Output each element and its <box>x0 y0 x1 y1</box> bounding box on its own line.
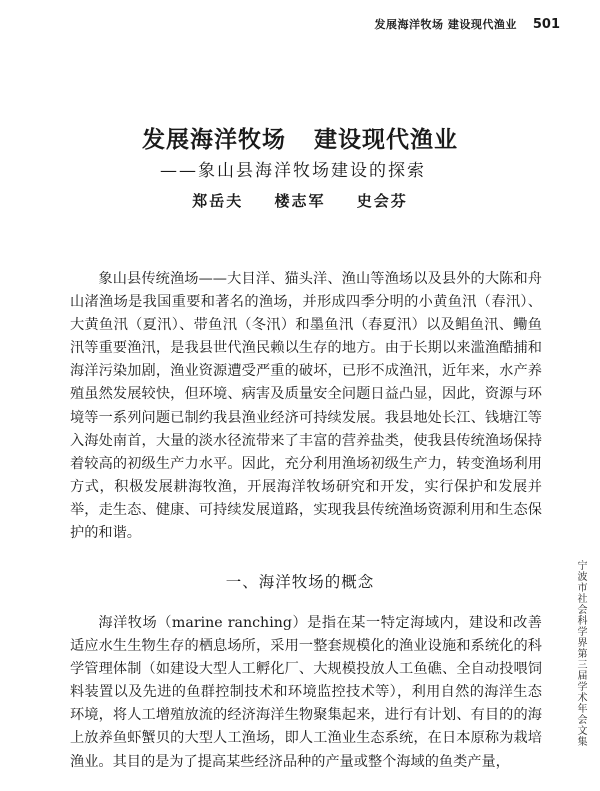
article-title-part1: 发展海洋牧场 <box>142 126 286 153</box>
author-3: 史会芬 <box>356 192 408 210</box>
author-2: 楼志军 <box>274 192 326 210</box>
article-subtitle: ——象山县海洋牧场建设的探索 <box>160 161 426 181</box>
page-number: 501 <box>532 17 560 32</box>
article-title <box>0 121 600 154</box>
side-collection-label: 宁波市社会科学界第三届学术年会文集 <box>575 560 586 747</box>
running-head-title: 发展海洋牧场 建设现代渔业 <box>374 18 517 31</box>
paragraph-text: 海洋牧场（marine ranching）是指在某一特定海域内，建设和改善适应水生生物生存的栖息场所，采用一整套规模化的渔业设施和系统化的科学管理体制（如建设大型人工孵化厂、大规模投放人工鱼礁、全自动投喂饲料装置以及先进的鱼群控制技术和环境监控技术等），利用自然的海洋生态环境，将人工增殖放流的经济海洋生物聚集起来，进行有计划、有目的的海上放养鱼虾蟹贝的大型人工渔场，即人工渔业生态系统，在日本原称为栽培渔业。其目的是为了提高某些经济品种的产量或整个海域的鱼类产量， <box>70 615 542 770</box>
paragraph-text: 象山县传统渔场——大目洋、猫头洋、渔山等渔场以及县外的大陈和舟山渚渔场是我国重要和著名的渔场，并形成四季分明的小黄鱼汛（春汛）、大黄鱼汛（夏汛）、带鱼汛（冬汛）和墨鱼汛（春夏汛）以及鲳鱼汛、鳓鱼汛等重要渔汛，是我县世代渔民赖以生存的地方。由于长期以来滥渔酷捕和海洋污染加剧，渔业资源遭受严重的破坏，已形不成渔汛，近年来，水产养殖虽然发展较快，但环境、病害及质量安全问题日益凸显，因此，资源与环境等一系列问题已制约我县渔业经济可持续发展。我县地处长江、钱塘江等入海处南首，大量的淡水径流带来了丰富的营养盐类，使我县传统渔场保持着较高的初级生产力水平。因此，充分利用渔场初级生产力，转变渔场利用方式，积极发展耕海牧渔，开展海洋牧场研究和开发，实行保护和发展并举，走生态、健康、可持续发展道路，实现我县传统渔场资源利用和生态保护的和谐。 <box>70 271 542 542</box>
body-paragraph-1 <box>70 268 542 545</box>
section-heading-1: 一、海洋牧场的概念 <box>225 573 375 591</box>
article-title-part2: 建设现代渔业 <box>314 126 458 153</box>
running-head <box>300 16 560 32</box>
author-list <box>0 190 600 211</box>
body-paragraph-2 <box>70 612 542 774</box>
author-1: 郑岳夫 <box>192 192 244 210</box>
